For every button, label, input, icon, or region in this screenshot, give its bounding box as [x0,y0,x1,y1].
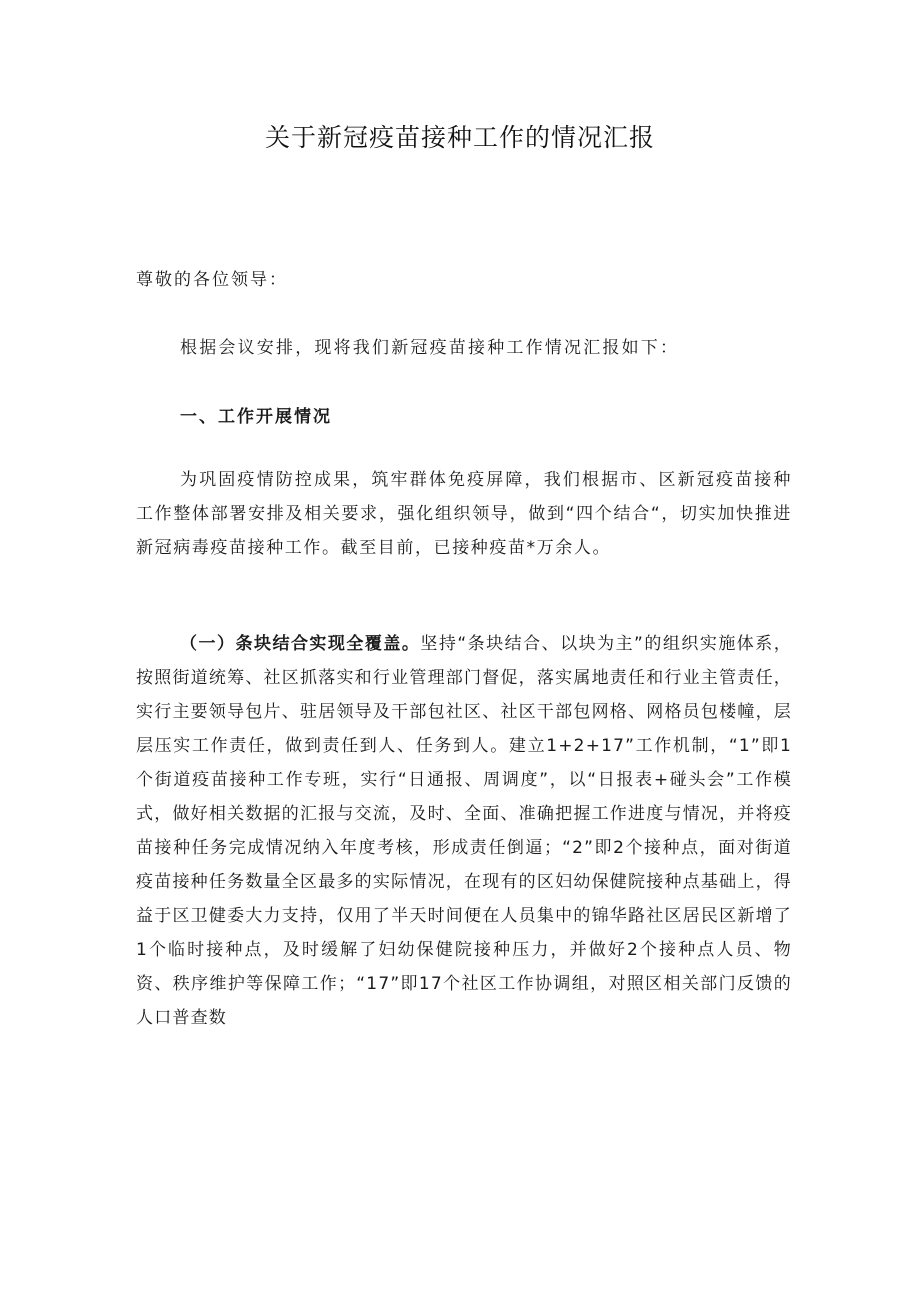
intro-paragraph: 根据会议安排，现将我们新冠疫苗接种工作情况汇报如下： [180,338,680,358]
paragraph-1: 为巩固疫情防控成果，筑牢群体免疫屏障，我们根据市、区新冠疫苗接种工作整体部署安排及相关要求，强化组织领导，做到“四个结合“，切实加快推进新冠病毒疫苗接种工作。截至目前，已接种疫苗*万余人。 [136,470,792,558]
salutation: 尊敬的各位领导： [136,270,288,290]
section-heading: 一、工作开展情况 [180,407,332,427]
paragraph-2 [136,627,792,1035]
document-title: 关于新冠疫苗接种工作的情况汇报 [264,123,655,152]
paragraph-2-body: 坚持“条块结合、以块为主”的组织实施体系，按照街道统筹、社区抓落实和行业管理部门督促，落实属地责任和行业主管责任，实行主要领导包片、驻居领导及干部包社区、社区干部包网格、网格员包楼幢，层层压实工作责任，做到责任到人、任务到人。建立1+2+17”工作机制，“1”即1个街道疫苗接种工作专班，实行“日通报、周调度”，以“日报表+碰头会”工作模式，做好相关数据的汇报与交流，及时、全面、准确把握工作进度与情况，并将疫苗接种任务完成情况纳入年度考核，形成责任倒逼；“2”即2个接种点，面对街道疫苗接种任务数量全区最多的实际情况，在现有的区妇幼保健院接种点基础上，得益于区卫健委大力支持，仅用了半天时间便在人员集中的锦华路社区居民区新增了1个临时接种点，及时缓解了妇幼保健院接种压力，并做好2个接种点人员、物资、秩序维护等保障工作；“17”即17个社区工作协调组，对照区相关部门反馈的人口普查数 [136,634,792,1028]
paragraph-2-lead: （一）条块结合实现全覆盖。 [180,634,421,654]
